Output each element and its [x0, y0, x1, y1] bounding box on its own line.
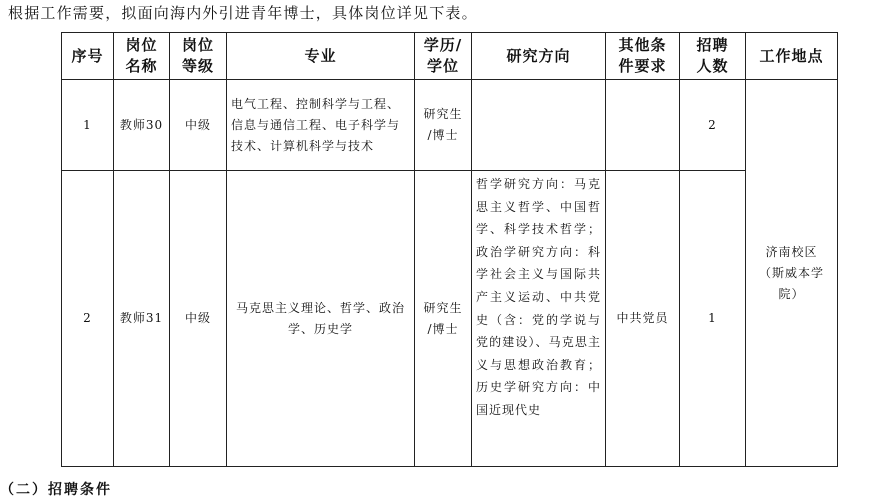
header-seq: 序号: [62, 33, 114, 80]
positions-table: [61, 32, 838, 467]
cell-degree: 研究生 /博士: [415, 171, 472, 467]
cell-post-name: 教师31: [114, 171, 170, 467]
cell-post-level: 中级: [170, 80, 227, 171]
cell-degree: 研究生 /博士: [415, 80, 472, 171]
header-degree: 学历/ 学位: [415, 33, 472, 80]
cell-research: [472, 80, 606, 171]
cell-seq: 1: [62, 80, 114, 171]
table-row: [62, 80, 838, 171]
cell-post-level: 中级: [170, 171, 227, 467]
header-research: 研究方向: [472, 33, 606, 80]
header-other: 其他条 件要求: [606, 33, 680, 80]
cell-post-name: 教师30: [114, 80, 170, 171]
cell-seq: 2: [62, 171, 114, 467]
header-location: 工作地点: [746, 33, 838, 80]
cell-count: 1: [680, 171, 746, 467]
intro-text: 根据工作需要，拟面向海内外引进青年博士，具体岗位详见下表。: [8, 4, 478, 22]
header-major: 专业: [227, 33, 415, 80]
header-row: [62, 33, 838, 80]
cell-other: [606, 80, 680, 171]
cell-major: 电气工程、控制科学与工程、信息与通信工程、电子科学与技术、计算机科学与技术: [227, 80, 415, 171]
section-heading: （二）招聘条件: [0, 482, 112, 498]
cell-count: 2: [680, 80, 746, 171]
header-post-level: 岗位 等级: [170, 33, 227, 80]
cell-research: 哲学研究方向：马克思主义哲学、中国哲学、科学技术哲学；政治学研究方向：科学社会主义与国际共产主义运动、中共党史（含：党的学说与党的建设）、马克思主义与思想政治教育；历史学研究方向：中国近现代史: [472, 171, 606, 467]
header-count: 招聘 人数: [680, 33, 746, 80]
table-row: [62, 171, 838, 467]
header-post-name: 岗位 名称: [114, 33, 170, 80]
cell-other: 中共党员: [606, 171, 680, 467]
cell-major: 马克思主义理论、哲学、政治学、历史学: [227, 171, 415, 467]
cell-location: 济南校区 （斯威本学 院）: [746, 80, 838, 467]
